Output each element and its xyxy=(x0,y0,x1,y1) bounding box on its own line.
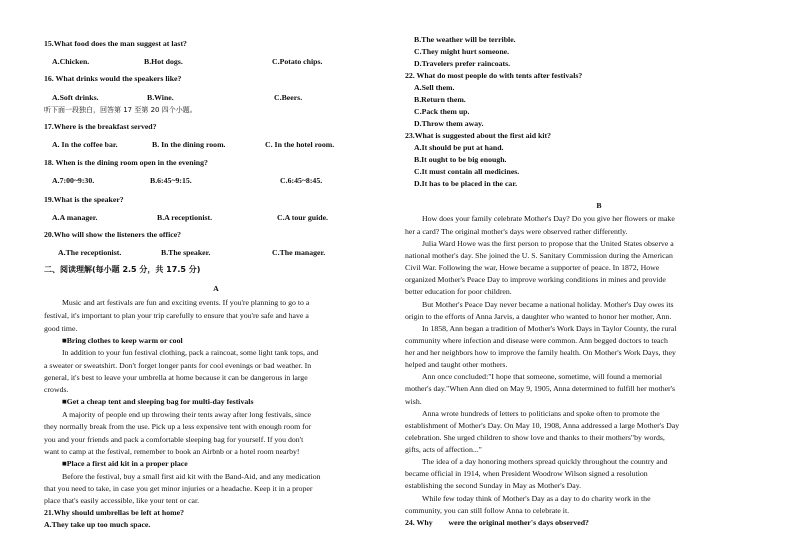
passage-a-subheading: ■Bring clothes to keep warm or cool xyxy=(62,336,183,345)
option-c: C.Beers. xyxy=(274,93,303,102)
option-b: B. In the dining room. xyxy=(152,140,226,149)
option-a: A.A manager. xyxy=(52,213,98,222)
passage-a-line: place that's easily accessible, like your tent or car. xyxy=(44,496,200,505)
option-a: A.The receptionist. xyxy=(58,248,122,257)
passage-a-line: they normally break from the use. Pick up a less expensive tent with enough room for xyxy=(44,422,312,431)
option-a: A.Soft drinks. xyxy=(52,93,99,102)
passage-b-line: establishment of Mother's Day. On May 10, 1908, Anna addressed a large Mother's Day xyxy=(405,421,680,430)
option-b: B.6:45~9:15. xyxy=(150,176,192,185)
passage-b-line: better education for poor children. xyxy=(405,287,512,296)
passage-b-line: community, you can still follow Anna to celebrate it. xyxy=(405,506,570,515)
option-c: C. In the hotel room. xyxy=(265,140,335,149)
question-22-option-c: C.Pack them up. xyxy=(414,107,470,116)
question-21-option-a: A.They take up too much space. xyxy=(44,520,151,529)
passage-b-line: Civil War. Following the war, Howe became a supporter of peace. In 1872, Howe xyxy=(405,263,660,272)
option-b: B.Wine. xyxy=(147,93,174,102)
option-a: A.Chicken. xyxy=(52,57,90,66)
question-22-option-d: D.Throw them away. xyxy=(414,119,484,128)
question-24-number: 24. Why xyxy=(405,518,433,527)
passage-b-line: wish. xyxy=(405,397,422,406)
question-19: 19.What is the speaker? xyxy=(44,195,124,204)
passage-a-line: a sweater or sweatshirt. Don't forget longer pants for cool evenings or bad weather. In xyxy=(44,361,312,370)
passage-b-line: her and her neighbors how to improve the family health. On Mother's Work Days, they xyxy=(405,348,676,357)
option-b: B.Hot dogs. xyxy=(144,57,183,66)
question-24-text: were the original mother's days observed? xyxy=(448,518,589,527)
passage-b-line: While few today think of Mother's Day as a day to do charity work in the xyxy=(422,494,651,503)
passage-b-line: gifts, acts of affection..." xyxy=(405,445,482,454)
passage-a-line: crowds. xyxy=(44,385,69,394)
question-18: 18. When is the dining room open in the evening? xyxy=(44,158,208,167)
option-b: B.A receptionist. xyxy=(157,213,213,222)
passage-a-subheading: ■Place a first aid kit in a proper place xyxy=(62,459,188,468)
question-22-option-a: A.Sell them. xyxy=(414,83,455,92)
question-23-option-c: C.It must contain all medicines. xyxy=(414,167,520,176)
question-22-option-b: B.Return them. xyxy=(414,95,466,104)
passage-b-line: origin to the efforts of Anna Jarvis, a daughter who wanted to honor her mother, Ann. xyxy=(405,312,672,321)
section-heading: 二、阅读理解(每小题 2.5 分，共 17.5 分) xyxy=(44,265,201,274)
question-21-option-c: C.They might hurt someone. xyxy=(414,47,510,56)
question-23-option-b: B.It ought to be big enough. xyxy=(414,155,507,164)
passage-a-line: festival, it's important to plan your trip carefully to ensure that you're safe and have a xyxy=(44,311,309,320)
option-a: A. In the coffee bar. xyxy=(52,140,118,149)
passage-b-line: celebration. She urged children to show love and thanks to their mothers"by words, xyxy=(405,433,665,442)
passage-b-line: organized Mother's Peace Day to improve working conditions in mines and provide xyxy=(405,275,666,284)
listening-instruction: 听下面一段独白，回答第 17 至第 20 四个小题。 xyxy=(44,106,197,114)
passage-b-title: B xyxy=(596,201,602,210)
option-c: C.A tour guide. xyxy=(277,213,328,222)
question-21: 21.Why should umbrellas be left at home? xyxy=(44,508,184,517)
passage-a-line: general, it's best to leave your umbrella at home because it can be dangerous in large xyxy=(44,373,308,382)
passage-a-line: good time. xyxy=(44,324,78,333)
passage-b-line: The idea of a day honoring mothers spread quickly throughout the country and xyxy=(422,457,668,466)
passage-b-line: mother's day."When Ann died on May 9, 1905, Anna determined to fulfill her mother's xyxy=(405,384,676,393)
passage-a-line: In addition to your fun festival clothing, pack a raincoat, some light tank tops, and xyxy=(62,348,319,357)
question-16: 16. What drinks would the speakers like? xyxy=(44,74,182,83)
passage-b-line: In 1858, Ann began a tradition of Mother's Work Days in Taylor County, the rural xyxy=(422,324,677,333)
passage-a-line: that you need to take, in case you get minor injuries or a headache. Keep it in a proper xyxy=(44,484,313,493)
passage-a-title: A xyxy=(213,284,219,293)
passage-b-line: But Mother's Peace Day never became a national holiday. Mother's Day owes its xyxy=(422,300,674,309)
question-15: 15.What food does the man suggest at last? xyxy=(44,39,187,48)
passage-a-line: Before the festival, buy a small first aid kit with the Band-Aid, and any medication xyxy=(62,472,321,481)
option-c: C.6:45~8:45. xyxy=(280,176,323,185)
option-c: C.Potato chips. xyxy=(272,57,323,66)
passage-b-line: helped and taught other mothers. xyxy=(405,360,508,369)
passage-a-line: you and your friends and pack a comfortable sleeping bag for yourself. If you don't xyxy=(44,435,304,444)
question-22: 22. What do most people do with tents after festivals? xyxy=(405,71,583,80)
passage-a-line: want to camp at the festival, remember to book an Airbnb or a hotel room nearby! xyxy=(44,447,300,456)
passage-b-line: became official in 1914, when President Woodrow Wilson signed a resolution xyxy=(405,469,648,478)
question-23: 23.What is suggested about the first aid kit? xyxy=(405,131,551,140)
question-17: 17.Where is the breakfast served? xyxy=(44,122,157,131)
passage-b-line: Anna wrote hundreds of letters to politicians and spoke often to promote the xyxy=(422,409,660,418)
question-23-option-a: A.It should be put at hand. xyxy=(414,143,504,152)
option-a: A.7:00~9:30. xyxy=(52,176,95,185)
question-21-option-b: B.The weather will be terrible. xyxy=(414,35,516,44)
passage-b-line: community where infection and disease were common. Ann begged doctors to teach xyxy=(405,336,668,345)
option-c: C.The manager. xyxy=(272,248,326,257)
passage-a-line: A majority of people end up throwing their tents away after long festivals, since xyxy=(62,410,312,419)
passage-b-line: national mother's day. She joined the U. S. Sanitary Commission during the American xyxy=(405,251,673,260)
question-21-option-d: D.Travelers prefer raincoats. xyxy=(414,59,511,68)
passage-a-line: Music and art festivals are fun and exciting events. If you're planning to go to a xyxy=(62,298,310,307)
passage-b-line: Julia Ward Howe was the first person to propose that the United States observe a xyxy=(422,239,674,248)
question-23-option-d: D.It has to be placed in the car. xyxy=(414,179,518,188)
passage-a-subheading: ■Get a cheap tent and sleeping bag for multi-day festivals xyxy=(62,397,254,406)
option-b: B.The speaker. xyxy=(161,248,211,257)
question-20: 20.Who will show the listeners the office? xyxy=(44,230,182,239)
passage-b-line: her a card? The original mother's days were observed rather differently. xyxy=(405,227,628,236)
passage-b-line: How does your family celebrate Mother's Day? Do you give her flowers or make xyxy=(422,214,675,223)
passage-b-line: Ann once concluded:"I hope that someone, sometime, will found a memorial xyxy=(422,372,663,381)
question-24 xyxy=(405,517,589,528)
passage-b-line: establishing the second Sunday in May as Mother's Day. xyxy=(405,481,582,490)
